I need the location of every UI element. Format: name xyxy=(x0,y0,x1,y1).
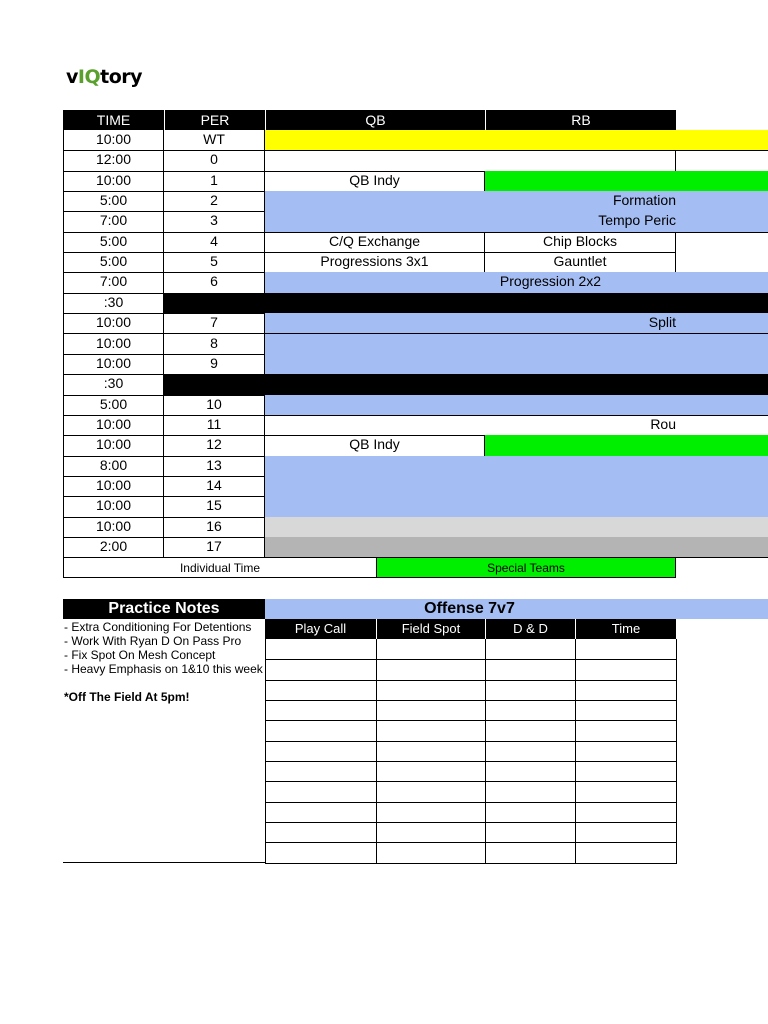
offense-table-cell[interactable] xyxy=(376,802,486,823)
row-time: :30 xyxy=(63,293,164,314)
offense-table-cell[interactable] xyxy=(265,741,377,762)
row-period: 0 xyxy=(164,150,265,171)
offense-table-cell[interactable] xyxy=(575,822,677,843)
offense-table-cell[interactable] xyxy=(376,741,486,762)
offense-column-header: Time xyxy=(575,619,676,639)
row-period: 6 xyxy=(164,272,265,293)
row-period: WT xyxy=(164,130,265,151)
offense-column-header: Field Spot xyxy=(376,619,485,639)
row-period: 10 xyxy=(164,395,265,416)
row-period: 4 xyxy=(164,232,265,253)
row-time: 7:00 xyxy=(63,272,164,293)
row-period: 9 xyxy=(164,354,265,375)
row-time: :30 xyxy=(63,374,164,395)
row-period: 13 xyxy=(164,456,265,477)
row-time: 5:00 xyxy=(63,395,164,416)
row-time: 10:00 xyxy=(63,496,164,517)
offense-table-cell[interactable] xyxy=(376,781,486,802)
notes-bottom-rule xyxy=(63,862,266,863)
offense-table-cell[interactable] xyxy=(575,659,677,680)
offense-table-cell[interactable] xyxy=(265,659,377,680)
offense-table-cell[interactable] xyxy=(575,781,677,802)
header-time: TIME xyxy=(63,110,164,130)
row-period: 8 xyxy=(164,334,265,355)
offense-table-cell[interactable] xyxy=(265,781,377,802)
row-time: 10:00 xyxy=(63,517,164,538)
row-fill xyxy=(265,130,768,151)
offense-table-cell[interactable] xyxy=(265,720,377,741)
row-time: 10:00 xyxy=(63,334,164,355)
row-qb-activity: Progressions 3x1 xyxy=(265,252,485,273)
row-qb-activity: C/Q Exchange xyxy=(265,232,485,253)
offense-table-cell[interactable] xyxy=(265,700,377,721)
row-period: 1 xyxy=(164,171,265,192)
row-period: 11 xyxy=(164,415,265,436)
offense-table-cell[interactable] xyxy=(575,802,677,823)
offense-table-cell[interactable] xyxy=(376,680,486,701)
row-fill xyxy=(265,537,768,558)
row-fill xyxy=(265,334,768,355)
row-time: 10:00 xyxy=(63,313,164,334)
offense-table-cell[interactable] xyxy=(575,741,677,762)
offense-table-cell[interactable] xyxy=(485,802,576,823)
row-period: 12 xyxy=(164,435,265,456)
row-period: 5 xyxy=(164,252,265,273)
offense-table-cell[interactable] xyxy=(265,680,377,701)
offense-table-cell[interactable] xyxy=(376,659,486,680)
offense-7v7-title: Offense 7v7 xyxy=(265,599,768,619)
row-rb-fill xyxy=(485,171,768,192)
offense-table-cell[interactable] xyxy=(485,761,576,782)
row-period: 17 xyxy=(164,537,265,558)
offense-table-cell[interactable] xyxy=(575,639,677,660)
row-rb-activity: Gauntlet xyxy=(485,252,676,273)
row-period: 3 xyxy=(164,211,265,232)
offense-table-cell[interactable] xyxy=(575,761,677,782)
legend-individual-time: Individual Time xyxy=(63,557,376,578)
offense-table-cell[interactable] xyxy=(485,680,576,701)
header-per: PER xyxy=(164,110,265,130)
offense-table-cell[interactable] xyxy=(485,741,576,762)
row-period: 15 xyxy=(164,496,265,517)
offense-table-cell[interactable] xyxy=(376,822,486,843)
offense-table-cell[interactable] xyxy=(265,639,377,660)
row-break-bar xyxy=(164,293,768,314)
row-time: 5:00 xyxy=(63,252,164,273)
offense-table-cell[interactable] xyxy=(376,761,486,782)
row-time: 10:00 xyxy=(63,130,164,151)
offense-table-cell[interactable] xyxy=(485,700,576,721)
row-activity: Split xyxy=(648,314,676,331)
row-time: 10:00 xyxy=(63,476,164,497)
offense-table-cell[interactable] xyxy=(485,781,576,802)
row-period: 7 xyxy=(164,313,265,334)
row-activity: Formation xyxy=(612,192,676,209)
practice-notes-body: - Extra Conditioning For Detentions - Work With Ryan D On Pass Pro - Fix Spot On Mesh Concept - Heavy Emphasis on 1&10 this week *Off The Field At 5pm! xyxy=(64,620,263,704)
offense-table-cell[interactable] xyxy=(485,822,576,843)
row-fill xyxy=(265,476,768,497)
row-qb-activity: QB Indy xyxy=(265,435,485,456)
offense-table-cell[interactable] xyxy=(376,720,486,741)
row-break-bar xyxy=(164,374,768,395)
viqtory-logo: vIQtory xyxy=(66,66,143,88)
offense-table-cell[interactable] xyxy=(376,700,486,721)
offense-table-cell[interactable] xyxy=(265,822,377,843)
row-time: 8:00 xyxy=(63,456,164,477)
row-time: 10:00 xyxy=(63,435,164,456)
practice-notes-title: Practice Notes xyxy=(63,599,265,619)
row-activity: Progression 2x2 xyxy=(499,273,602,290)
row-time: 5:00 xyxy=(63,191,164,212)
row-period: 14 xyxy=(164,476,265,497)
row-time: 7:00 xyxy=(63,211,164,232)
offense-table-cell[interactable] xyxy=(265,761,377,782)
row-fill xyxy=(265,456,768,477)
row-time: 10:00 xyxy=(63,171,164,192)
row-time: 2:00 xyxy=(63,537,164,558)
row-qb-activity: QB Indy xyxy=(265,171,485,192)
offense-table-cell[interactable] xyxy=(485,659,576,680)
row-rb-fill xyxy=(485,435,768,456)
offense-table-cell[interactable] xyxy=(575,700,677,721)
row-activity: Tempo Peric xyxy=(598,212,676,229)
offense-table-cell[interactable] xyxy=(575,680,677,701)
offense-table-cell[interactable] xyxy=(265,843,377,864)
row-time: 12:00 xyxy=(63,150,164,171)
row-activity: Rou xyxy=(265,415,676,436)
row-fill xyxy=(265,496,768,517)
row-rb-activity: Chip Blocks xyxy=(485,232,676,253)
offense-column-header: D & D xyxy=(485,619,575,639)
row-empty xyxy=(265,150,676,171)
header-rb: RB xyxy=(485,110,676,130)
offense-table-cell[interactable] xyxy=(485,639,576,660)
offense-table-cell[interactable] xyxy=(265,802,377,823)
row-fill xyxy=(265,395,768,416)
legend-special-teams: Special Teams xyxy=(376,557,676,578)
offense-table-cell[interactable] xyxy=(575,843,677,864)
offense-table-cell[interactable] xyxy=(485,720,576,741)
row-time: 5:00 xyxy=(63,232,164,253)
row-period: 16 xyxy=(164,517,265,538)
row-time: 10:00 xyxy=(63,415,164,436)
offense-table-cell[interactable] xyxy=(376,639,486,660)
row-fill xyxy=(265,517,768,538)
row-period: 2 xyxy=(164,191,265,212)
offense-table-cell[interactable] xyxy=(485,843,576,864)
offense-table-cell[interactable] xyxy=(575,720,677,741)
row-time: 10:00 xyxy=(63,354,164,375)
offense-column-header: Play Call xyxy=(265,619,376,639)
offense-table-cell[interactable] xyxy=(376,843,486,864)
header-qb: QB xyxy=(265,110,485,130)
practice-notes-emphasis: *Off The Field At 5pm! xyxy=(64,690,190,704)
row-fill xyxy=(265,354,768,375)
